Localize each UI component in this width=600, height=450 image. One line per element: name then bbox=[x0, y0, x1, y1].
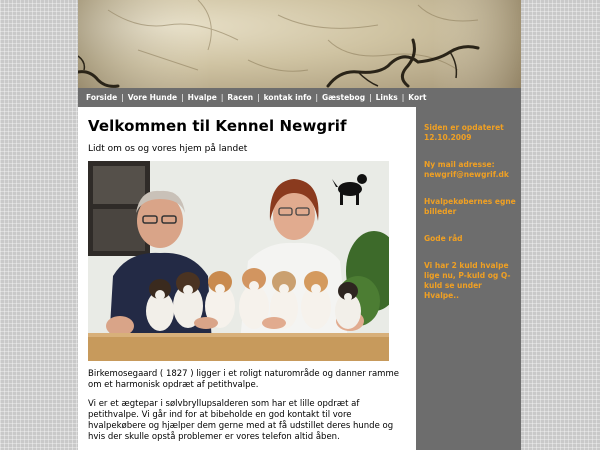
main-content bbox=[78, 107, 416, 450]
nav-separator: | bbox=[257, 93, 260, 102]
header-banner bbox=[78, 0, 521, 88]
nav-vore-hunde[interactable]: Vore Hunde bbox=[127, 93, 178, 102]
kennel-owners-photo bbox=[88, 161, 389, 361]
page-title: Velkommen til Kennel Newgrif bbox=[88, 117, 347, 135]
page-subtitle: Lidt om os og vores hjem på landet bbox=[88, 144, 248, 154]
sidebar-buyer-pictures[interactable]: Hvalpekøbernes egne billeder bbox=[424, 197, 516, 216]
site-container bbox=[78, 0, 521, 450]
nav-separator: | bbox=[315, 93, 319, 102]
nav-separator: | bbox=[121, 93, 124, 102]
about-paragraph: Vi er et ægtepar i sølvbryllupsalderen som har et lille opdræt af petithvalpe. Vi går ind for at bibeholde en god kontakt til vore hvalpekøbere og hjælper dem gerne med at få udstillet deres hunde og hvis der skulle opstå problemer er vores telefon altid åben. bbox=[88, 399, 394, 442]
nav-kort[interactable]: Kort bbox=[408, 93, 427, 102]
sidebar-litters-news[interactable]: Vi har 2 kuld hvalpe lige nu, P-kuld og Q-kuld se under Hvalpe.. bbox=[424, 261, 511, 300]
nav-hvalpe[interactable]: Hvalpe bbox=[187, 93, 217, 102]
right-sidebar bbox=[416, 107, 521, 450]
nav-gaestebog[interactable]: Gæstebog bbox=[322, 93, 366, 102]
nav-separator: | bbox=[181, 93, 184, 102]
top-navigation bbox=[78, 88, 521, 107]
sidebar-updated[interactable]: Siden er opdateret 12.10.2009 bbox=[424, 123, 504, 142]
nav-separator: | bbox=[401, 93, 405, 102]
intro-paragraph: Birkemosegaard ( 1827 ) ligger i et roligt naturområde og danner ramme om et harmonisk opdræt af petithvalpe. bbox=[88, 369, 399, 390]
sidebar-mail-address[interactable]: Ny mail adresse: newgrif@newgrif.dk bbox=[424, 160, 509, 179]
nav-separator: | bbox=[220, 93, 224, 102]
nav-separator: | bbox=[369, 93, 372, 102]
nav-links[interactable]: Links bbox=[375, 93, 398, 102]
sidebar-good-advice[interactable]: Gode råd bbox=[424, 234, 463, 243]
nav-racen[interactable]: Racen bbox=[227, 93, 254, 102]
nav-forside[interactable]: Forside bbox=[86, 93, 118, 102]
nav-kontak-info[interactable]: kontak info bbox=[263, 93, 312, 102]
